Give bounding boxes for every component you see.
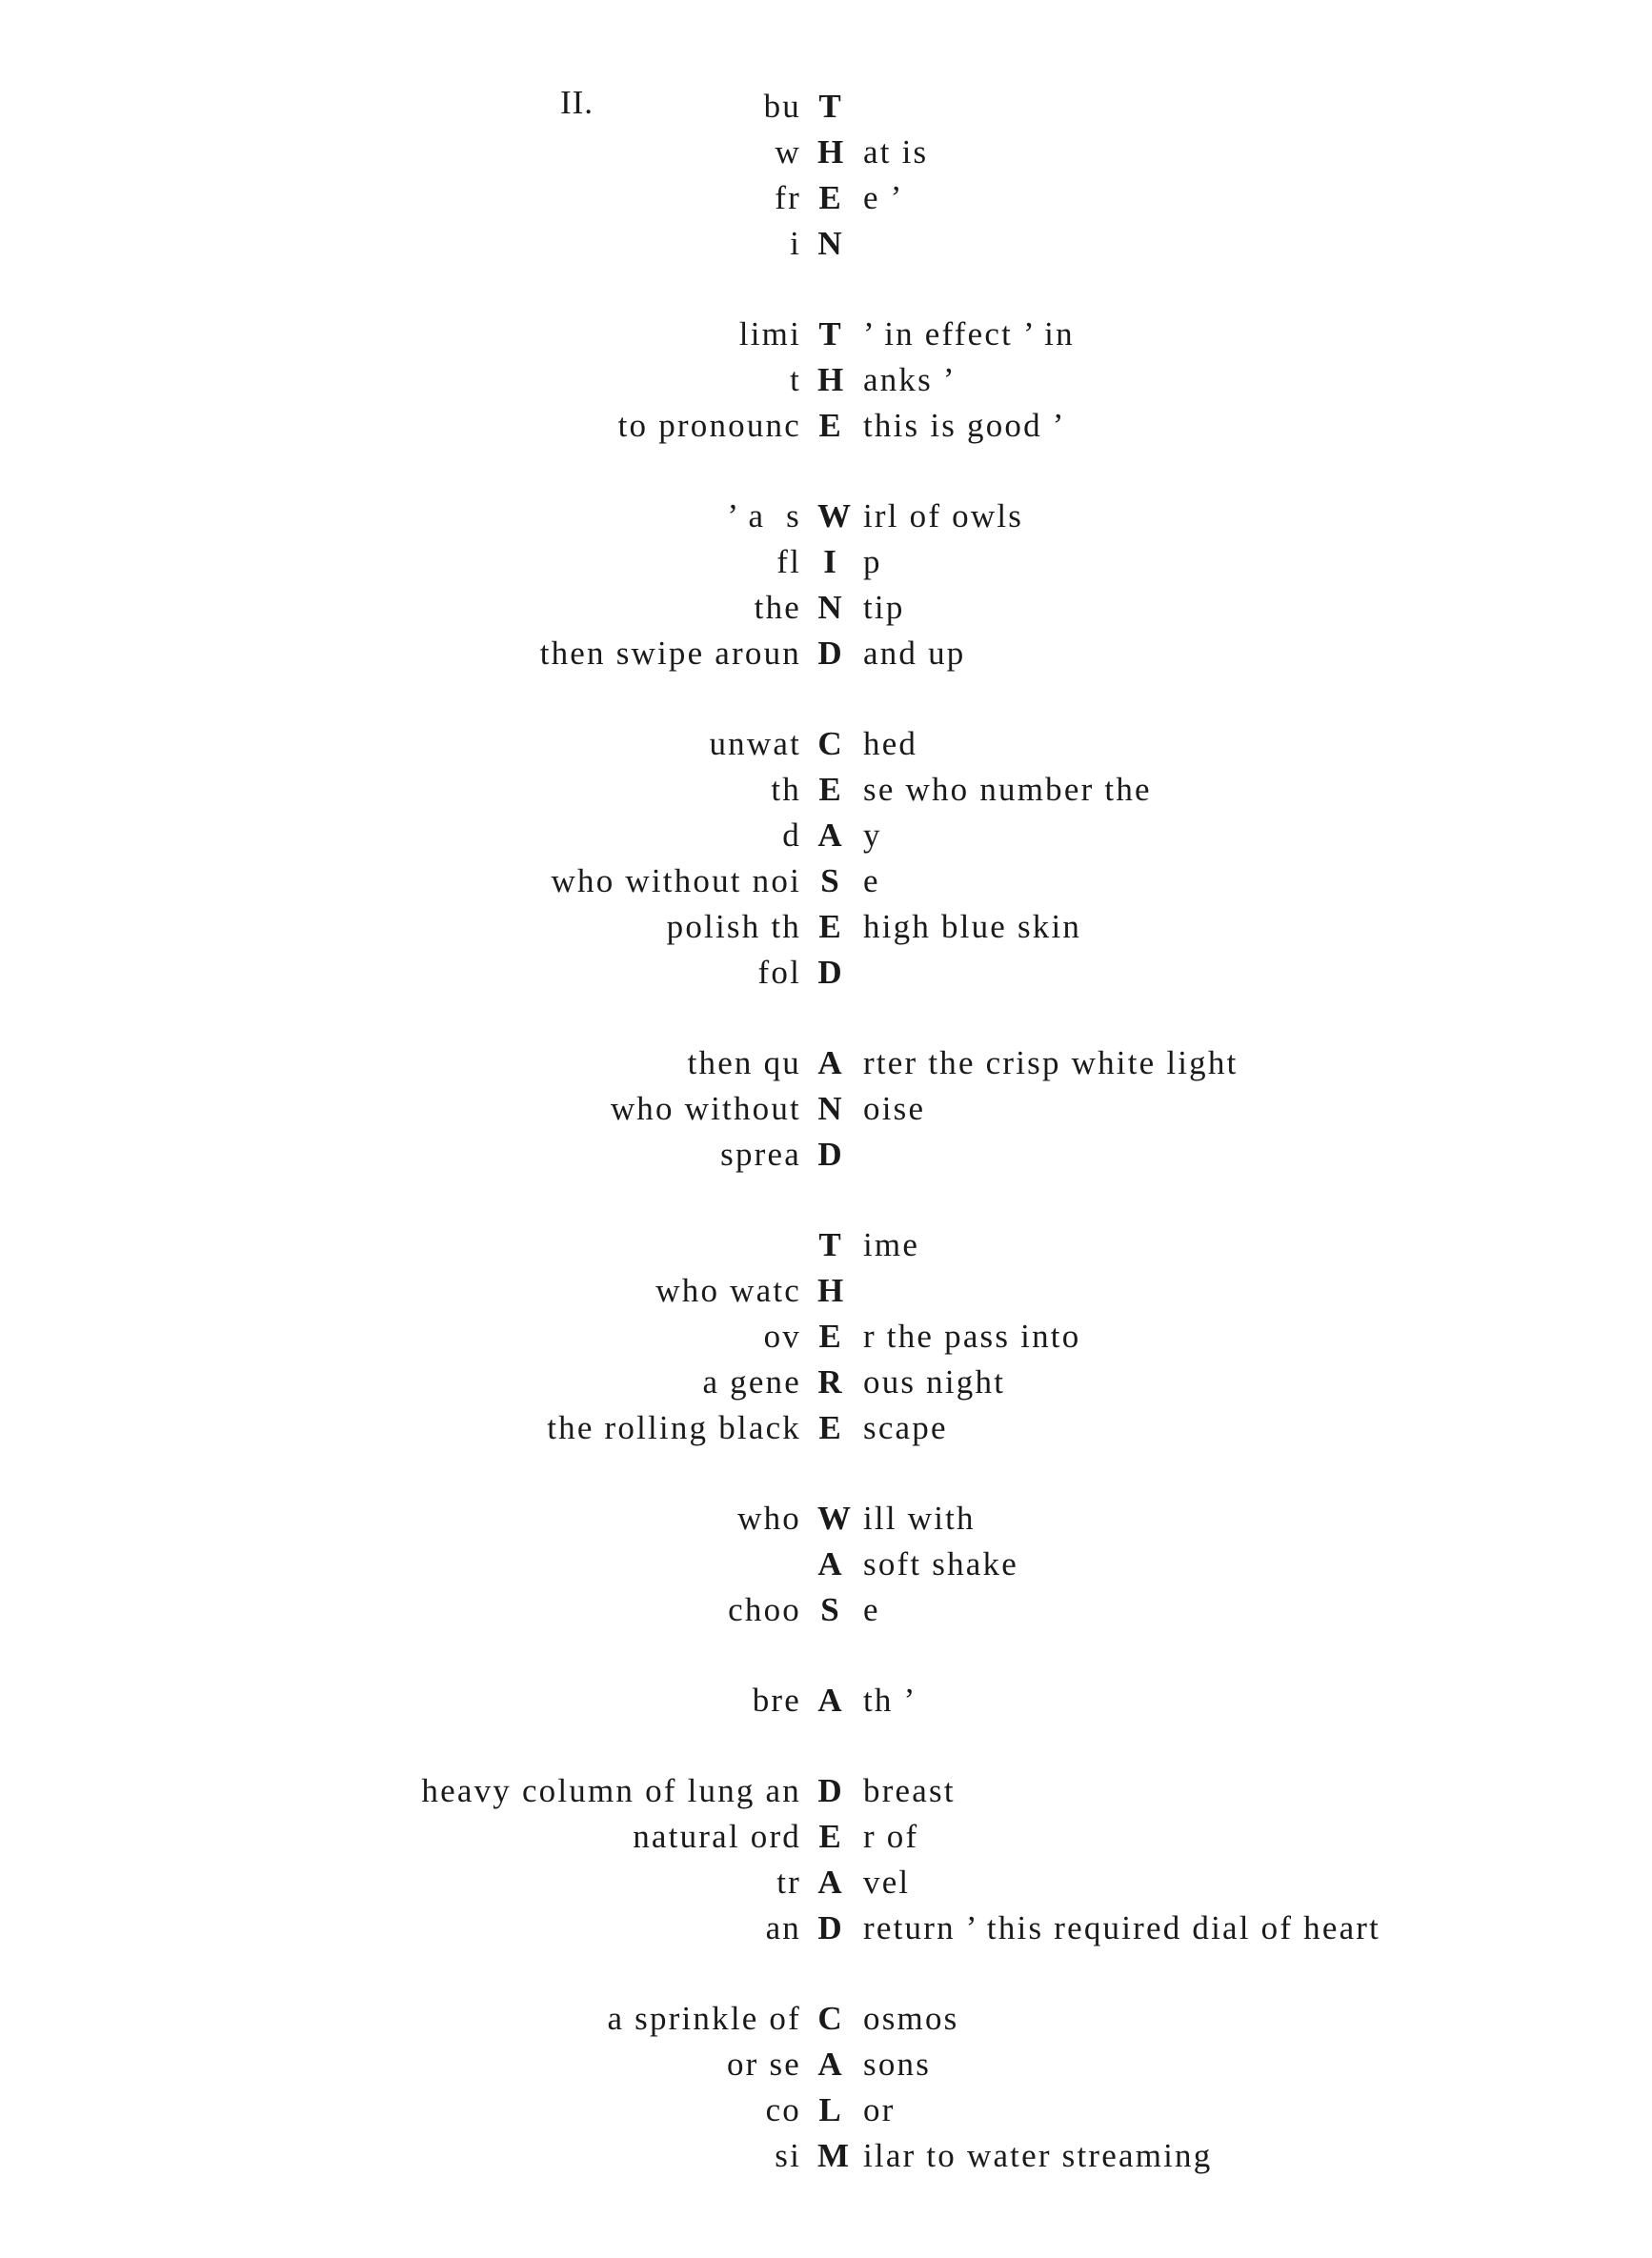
line-right-text: se who number the	[863, 771, 1152, 808]
line-left-text: bu	[763, 88, 801, 125]
poem-line	[0, 1587, 1652, 1633]
line-left-text: the rolling black	[547, 1409, 801, 1446]
acrostic-letter: H	[817, 1272, 844, 1309]
poem-line	[0, 585, 1652, 631]
line-right-text: or	[863, 2091, 896, 2128]
poem-line	[0, 1678, 1652, 1724]
stanza-gap	[0, 1724, 1652, 1768]
stanza-gap	[0, 996, 1652, 1040]
line-right-text: hed	[863, 725, 918, 762]
line-left-text: co	[765, 2091, 801, 2128]
poem-line	[0, 312, 1652, 357]
acrostic-letter: E	[818, 407, 841, 444]
poem-line	[0, 494, 1652, 539]
line-left-text: unwat	[709, 725, 801, 762]
acrostic-letter: T	[818, 315, 841, 353]
line-left-text: natural ord	[633, 1818, 801, 1855]
stanza	[0, 721, 1652, 996]
poem-line	[0, 721, 1652, 767]
line-left-text: th	[771, 771, 801, 808]
poem-line	[0, 767, 1652, 813]
acrostic-letter: W	[817, 497, 851, 534]
acrostic-letter: M	[817, 2137, 850, 2174]
poem-line	[0, 950, 1652, 996]
acrostic-letter: E	[818, 1818, 841, 1855]
poem-line	[0, 631, 1652, 676]
line-left-text: then swipe aroun	[539, 635, 801, 672]
poem-line	[0, 403, 1652, 449]
line-right-text: ilar to water streaming	[863, 2137, 1213, 2174]
line-right-text: th ’	[863, 1682, 917, 1719]
acrostic-letter: H	[817, 361, 844, 398]
line-right-text: this is good ’	[863, 407, 1066, 444]
line-left-text: bre	[752, 1682, 801, 1719]
line-left-text: tr	[776, 1864, 801, 1901]
poem-line	[0, 1814, 1652, 1860]
line-left-text: who without noi	[551, 862, 801, 899]
poem-line	[0, 221, 1652, 267]
poem-line	[0, 813, 1652, 858]
line-right-text: osmos	[863, 2000, 959, 2037]
line-right-text: breast	[863, 1772, 956, 1809]
acrostic-letter: D	[817, 1136, 842, 1173]
acrostic-letter: D	[817, 1909, 842, 1946]
line-left-text: who watc	[655, 1272, 801, 1309]
poem-line	[0, 1040, 1652, 1086]
line-right-text: irl of owls	[863, 497, 1024, 534]
line-left-text: to pronounc	[617, 407, 801, 444]
line-left-text: a sprinkle of	[607, 2000, 801, 2037]
stanza	[0, 1678, 1652, 1724]
line-right-text: r the pass into	[863, 1318, 1081, 1355]
line-right-text: y	[863, 817, 882, 854]
line-right-text: p	[863, 543, 882, 580]
line-left-text: who without	[610, 1090, 801, 1127]
line-right-text: e	[863, 862, 880, 899]
acrostic-letter: N	[817, 589, 842, 626]
acrostic-letter: A	[817, 2046, 842, 2083]
acrostic-letter: T	[818, 1226, 841, 1263]
line-left-text: heavy column of lung an	[421, 1772, 801, 1809]
line-left-text: fol	[757, 954, 801, 991]
acrostic-letter: A	[817, 1682, 842, 1719]
poem-line	[0, 1360, 1652, 1405]
line-right-text: r of	[863, 1818, 919, 1855]
stanza	[0, 494, 1652, 676]
line-left-text: choo	[728, 1591, 801, 1628]
poem-line	[0, 1405, 1652, 1451]
acrostic-letter: A	[817, 817, 842, 854]
poem-line	[0, 1314, 1652, 1360]
line-right-text: e	[863, 1591, 880, 1628]
stanza	[0, 1222, 1652, 1451]
acrostic-letter: A	[817, 1044, 842, 1081]
stanza-gap	[0, 1451, 1652, 1496]
poem-line	[0, 2042, 1652, 2087]
poem-line	[0, 84, 1652, 130]
poem-line	[0, 1222, 1652, 1268]
line-right-text: scape	[863, 1409, 948, 1446]
line-left-text: fl	[776, 543, 801, 580]
poem-line	[0, 1542, 1652, 1587]
acrostic-letter: E	[818, 179, 841, 216]
poem-line	[0, 2133, 1652, 2179]
line-left-text: si	[775, 2137, 801, 2174]
acrostic-letter: S	[820, 1591, 839, 1628]
poem-line	[0, 1996, 1652, 2042]
stanza	[0, 312, 1652, 449]
poem-line	[0, 1132, 1652, 1178]
line-left-text: or se	[726, 2046, 801, 2083]
acrostic-letter: N	[817, 1090, 842, 1127]
line-right-text: ime	[863, 1226, 920, 1263]
line-left-text: polish th	[666, 908, 801, 945]
acrostic-letter: L	[818, 2091, 841, 2128]
poem-line	[0, 539, 1652, 585]
poem-body	[0, 84, 1652, 2179]
poem-line	[0, 1768, 1652, 1814]
acrostic-letter: N	[817, 225, 842, 262]
stanza-gap	[0, 676, 1652, 721]
poem-line	[0, 904, 1652, 950]
stanza	[0, 1496, 1652, 1633]
acrostic-letter: E	[818, 1318, 841, 1355]
line-left-text: limi	[738, 315, 801, 353]
stanza	[0, 1768, 1652, 1951]
poem-line	[0, 357, 1652, 403]
acrostic-letter: E	[818, 771, 841, 808]
line-left-text: sprea	[720, 1136, 801, 1173]
acrostic-letter: E	[818, 908, 841, 945]
line-left-text: the	[754, 589, 801, 626]
line-left-text: then qu	[687, 1044, 801, 1081]
line-right-text: at is	[863, 133, 929, 171]
poem-line	[0, 1860, 1652, 1905]
acrostic-letter: A	[817, 1545, 842, 1583]
acrostic-letter: W	[817, 1500, 851, 1537]
line-left-text: ov	[763, 1318, 801, 1355]
stanza	[0, 84, 1652, 267]
line-right-text: and up	[863, 635, 966, 672]
acrostic-letter: H	[817, 133, 844, 171]
line-left-text: an	[765, 1909, 801, 1946]
acrostic-letter: I	[823, 543, 836, 580]
acrostic-letter: A	[817, 1864, 842, 1901]
acrostic-letter: E	[818, 1409, 841, 1446]
acrostic-letter: S	[820, 862, 839, 899]
line-right-text: high blue skin	[863, 908, 1082, 945]
poem-line	[0, 1905, 1652, 1951]
line-left-text: ’ a s	[727, 497, 801, 534]
stanza-gap	[0, 1633, 1652, 1678]
poem-line	[0, 1496, 1652, 1542]
acrostic-letter: R	[817, 1363, 842, 1401]
acrostic-letter: C	[817, 725, 842, 762]
line-right-text: return ’ this required dial of heart	[863, 1909, 1381, 1946]
stanza	[0, 1040, 1652, 1178]
section-label: II.	[560, 84, 594, 121]
line-left-text: who	[737, 1500, 801, 1537]
acrostic-letter: C	[817, 2000, 842, 2037]
line-left-text: w	[775, 133, 801, 171]
line-right-text: rter the crisp white light	[863, 1044, 1239, 1081]
line-left-text: i	[790, 225, 801, 262]
line-right-text: anks ’	[863, 361, 957, 398]
line-left-text: d	[782, 817, 801, 854]
line-left-text: fr	[775, 179, 801, 216]
line-left-text: a gene	[702, 1363, 801, 1401]
line-right-text: oise	[863, 1090, 926, 1127]
poem-line	[0, 130, 1652, 175]
poem-line	[0, 1086, 1652, 1132]
acrostic-letter: T	[818, 88, 841, 125]
line-right-text: soft shake	[863, 1545, 1018, 1583]
line-right-text: vel	[863, 1864, 911, 1901]
acrostic-letter: D	[817, 635, 842, 672]
poem-line	[0, 858, 1652, 904]
poem-line	[0, 175, 1652, 221]
stanza-gap	[0, 1178, 1652, 1222]
line-left-text: t	[790, 361, 801, 398]
acrostic-letter: D	[817, 954, 842, 991]
line-right-text: ill with	[863, 1500, 976, 1537]
stanza-gap	[0, 267, 1652, 312]
stanza-gap	[0, 1951, 1652, 1996]
line-right-text: e ’	[863, 179, 904, 216]
line-right-text: tip	[863, 589, 905, 626]
poem-line	[0, 1268, 1652, 1314]
line-right-text: ’ in effect ’ in	[863, 315, 1075, 353]
acrostic-letter: D	[817, 1772, 842, 1809]
poem-line	[0, 2087, 1652, 2133]
stanza	[0, 1996, 1652, 2179]
stanza-gap	[0, 449, 1652, 494]
line-right-text: ous night	[863, 1363, 1006, 1401]
line-right-text: sons	[863, 2046, 932, 2083]
